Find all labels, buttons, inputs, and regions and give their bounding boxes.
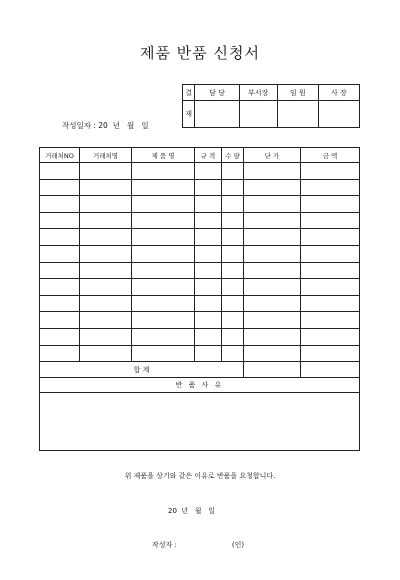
table-cell[interactable] (244, 262, 301, 279)
approval-col-executive: 임 원 (277, 85, 318, 101)
table-cell[interactable] (301, 245, 360, 262)
seal-label: (인) (231, 541, 245, 549)
table-cell[interactable] (244, 295, 301, 312)
table-cell[interactable] (132, 196, 195, 213)
header-product-name: 제 품 명 (132, 148, 195, 163)
approval-col-dept-head: 부서장 (239, 85, 277, 101)
table-row (40, 295, 360, 312)
reason-label: 반 품 사 유 (40, 378, 360, 393)
table-cell[interactable] (222, 345, 244, 362)
table-row (40, 229, 360, 246)
approval-sign-executive[interactable] (277, 101, 318, 128)
table-cell[interactable] (244, 328, 301, 345)
table-row (40, 196, 360, 213)
table-row (40, 163, 360, 180)
table-cell[interactable] (80, 163, 132, 180)
table-cell[interactable] (244, 245, 301, 262)
table-cell[interactable] (301, 229, 360, 246)
table-cell[interactable] (301, 163, 360, 180)
table-cell[interactable] (301, 345, 360, 362)
table-row (40, 262, 360, 279)
table-cell[interactable] (244, 196, 301, 213)
table-cell[interactable] (132, 229, 195, 246)
table-cell[interactable] (301, 262, 360, 279)
table-cell[interactable] (80, 279, 132, 296)
table-cell[interactable] (244, 212, 301, 229)
table-cell[interactable] (80, 179, 132, 196)
total-row (40, 362, 360, 378)
table-cell[interactable] (80, 295, 132, 312)
header-amount: 금 액 (301, 148, 360, 163)
table-cell[interactable] (40, 345, 80, 362)
table-cell[interactable] (80, 196, 132, 213)
reason-input-area[interactable] (40, 393, 360, 451)
table-cell[interactable] (40, 262, 80, 279)
table-cell[interactable] (222, 328, 244, 345)
table-row (40, 328, 360, 345)
table-cell[interactable] (132, 245, 195, 262)
table-cell[interactable] (301, 328, 360, 345)
table-header-row (40, 148, 360, 163)
table-cell[interactable] (301, 295, 360, 312)
table-cell[interactable] (244, 279, 301, 296)
table-cell[interactable] (222, 262, 244, 279)
reason-body-row (40, 393, 360, 451)
approval-sign-staff[interactable] (195, 101, 239, 128)
author-line (152, 540, 244, 550)
table-cell[interactable] (40, 295, 80, 312)
table-cell[interactable] (40, 279, 80, 296)
approval-sign-president[interactable] (318, 101, 359, 128)
table-cell[interactable] (222, 229, 244, 246)
table-cell[interactable] (132, 212, 195, 229)
table-row (40, 312, 360, 329)
table-cell[interactable] (244, 179, 301, 196)
approval-col-president: 사 장 (318, 85, 359, 101)
table-cell[interactable] (80, 229, 132, 246)
table-cell[interactable] (132, 295, 195, 312)
header-client-no: 거래처NO (40, 148, 80, 163)
table-cell[interactable] (132, 262, 195, 279)
total-label: 합 계 (40, 362, 244, 378)
table-cell[interactable] (301, 179, 360, 196)
table-cell[interactable] (222, 212, 244, 229)
written-date-label: 작성일자 : 20 년 월 일 (62, 121, 149, 130)
table-cell[interactable] (301, 279, 360, 296)
table-cell[interactable] (222, 245, 244, 262)
table-cell[interactable] (244, 163, 301, 180)
table-cell[interactable] (222, 312, 244, 329)
table-cell[interactable] (195, 212, 222, 229)
table-cell[interactable] (40, 245, 80, 262)
table-cell[interactable] (195, 312, 222, 329)
table-cell[interactable] (80, 245, 132, 262)
header-unit-price: 단 가 (244, 148, 301, 163)
table-cell[interactable] (195, 279, 222, 296)
total-unit-price-cell[interactable] (244, 362, 301, 378)
table-cell[interactable] (80, 262, 132, 279)
item-rows (40, 163, 360, 362)
table-cell[interactable] (244, 312, 301, 329)
table-cell[interactable] (132, 328, 195, 345)
table-cell[interactable] (301, 312, 360, 329)
table-row (40, 279, 360, 296)
table-cell[interactable] (80, 345, 132, 362)
table-cell[interactable] (301, 212, 360, 229)
table-cell[interactable] (132, 345, 195, 362)
table-cell[interactable] (222, 179, 244, 196)
author-label: 작성자 : (152, 541, 177, 549)
table-cell[interactable] (195, 262, 222, 279)
table-cell[interactable] (40, 179, 80, 196)
reason-header-row (40, 378, 360, 393)
table-cell[interactable] (40, 328, 80, 345)
form-title: 제품 반품 신청서 (140, 44, 260, 62)
table-cell[interactable] (132, 279, 195, 296)
header-quantity: 수 량 (222, 148, 244, 163)
table-cell[interactable] (301, 196, 360, 213)
table-cell[interactable] (132, 179, 195, 196)
header-client-name: 거래처명 (80, 148, 132, 163)
approval-side-top: 결 (183, 85, 195, 101)
return-items-table (39, 147, 360, 451)
table-cell[interactable] (40, 163, 80, 180)
table-cell[interactable] (195, 229, 222, 246)
table-cell[interactable] (244, 229, 301, 246)
table-cell[interactable] (195, 179, 222, 196)
table-cell[interactable] (40, 212, 80, 229)
table-row (40, 179, 360, 196)
approval-sign-dept-head[interactable] (239, 101, 277, 128)
table-row (40, 245, 360, 262)
header-spec: 규 격 (195, 148, 222, 163)
table-cell[interactable] (40, 229, 80, 246)
approval-col-staff: 담 당 (195, 85, 239, 101)
table-cell[interactable] (40, 196, 80, 213)
table-cell[interactable] (244, 345, 301, 362)
request-statement: 위 제품을 상기와 같은 이유로 반품을 요청합니다. (124, 472, 276, 480)
table-cell[interactable] (222, 196, 244, 213)
table-cell[interactable] (195, 295, 222, 312)
table-cell[interactable] (195, 328, 222, 345)
approval-table (182, 84, 360, 128)
table-cell[interactable] (132, 312, 195, 329)
approval-side-bottom: 재 (183, 101, 195, 128)
table-cell[interactable] (195, 163, 222, 180)
table-cell[interactable] (222, 295, 244, 312)
table-cell[interactable] (195, 196, 222, 213)
table-cell[interactable] (195, 345, 222, 362)
table-cell[interactable] (132, 163, 195, 180)
table-cell[interactable] (195, 245, 222, 262)
table-row (40, 212, 360, 229)
table-cell[interactable] (40, 312, 80, 329)
table-cell[interactable] (80, 312, 132, 329)
total-amount-cell[interactable] (301, 362, 360, 378)
table-cell[interactable] (222, 279, 244, 296)
bottom-date-label: 20 년 월 일 (168, 507, 215, 515)
table-row (40, 345, 360, 362)
table-cell[interactable] (222, 163, 244, 180)
table-cell[interactable] (80, 328, 132, 345)
table-cell[interactable] (80, 212, 132, 229)
